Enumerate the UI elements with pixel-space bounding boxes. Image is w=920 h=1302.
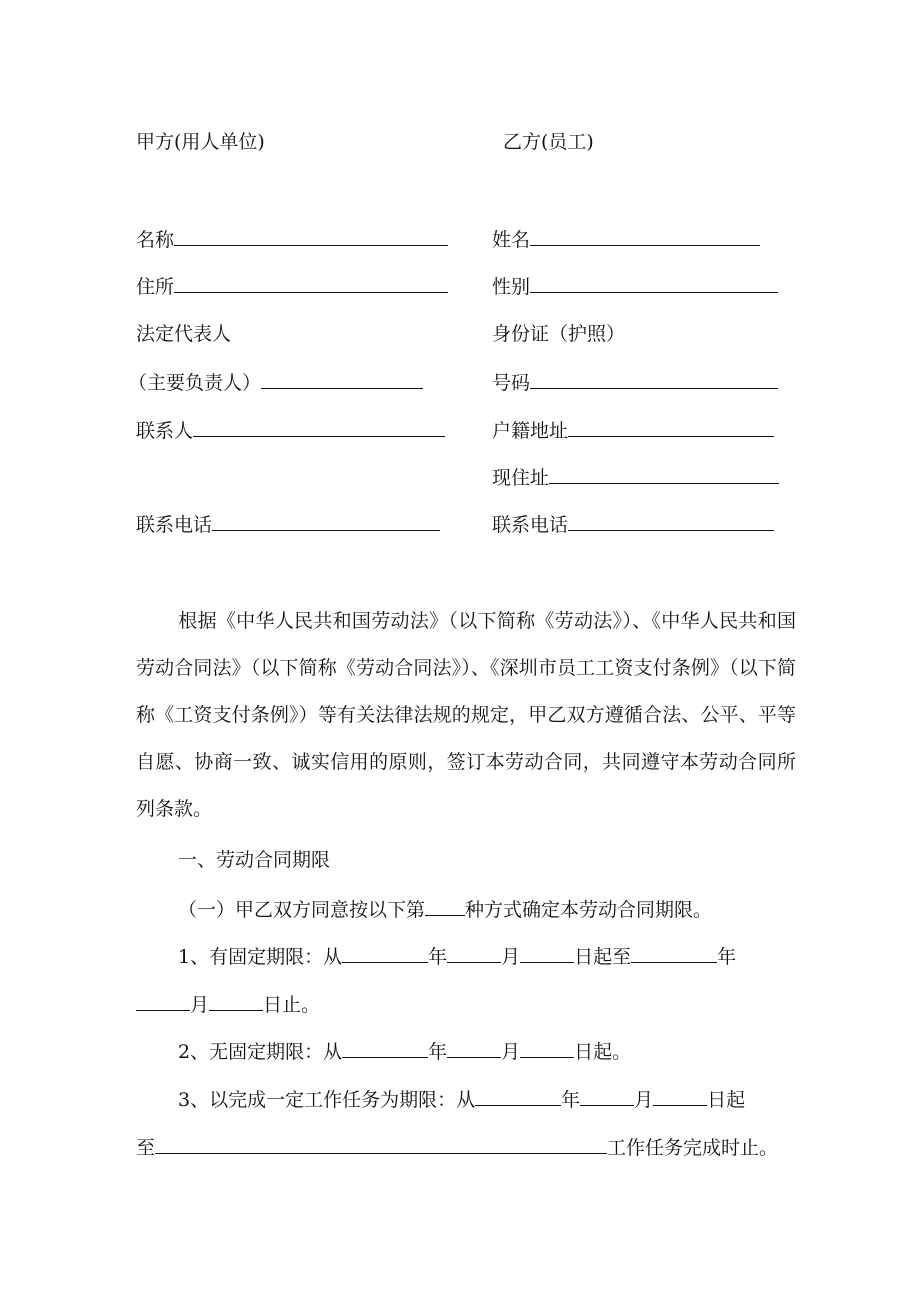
option-1-prefix: 1、有固定期限：从	[178, 946, 343, 968]
party-b-current-address-blank	[549, 463, 779, 484]
party-b-phone-blank	[568, 510, 774, 531]
party-b-gender-label: 性别	[492, 276, 531, 298]
party-b-household-blank	[568, 416, 774, 437]
option-3-year-blank	[475, 1085, 561, 1106]
option-1-year: 年	[428, 946, 448, 968]
party-a-phone-label: 联系电话	[136, 514, 213, 536]
clause-1-post: 种方式确定本劳动合同期限。	[465, 899, 713, 921]
party-b-household-field	[492, 416, 774, 445]
party-a-address-label: 住所	[136, 276, 175, 298]
party-a-contact-field	[136, 416, 445, 445]
party-a-phone-blank	[212, 510, 440, 531]
option-1-line-1	[178, 942, 736, 971]
option-2-day-start: 日起。	[574, 1041, 632, 1063]
party-a-principal-blank	[261, 368, 423, 389]
party-b-phone-field	[492, 510, 774, 539]
option-2-year-blank	[342, 1037, 428, 1058]
party-a-address-field	[136, 272, 448, 301]
option-3-prefix: 3、以完成一定工作任务为期限：从	[178, 1089, 476, 1111]
section-1-title: 一、劳动合同期限	[178, 849, 331, 871]
option-3-line-1	[178, 1085, 745, 1114]
party-a-address-blank	[174, 272, 448, 293]
intro-text: 根据《中华人民共和国劳动法》（以下简称《劳动法》）、《中华人民共和国劳动合同法》（以下简称《劳动合同法》）、《深圳市员工工资支付条例》（以下简称《工资支付条例》）等有关法律法规的规定，甲乙双方遵循合法、公平、平等自愿、协商一致、诚实信用的原则，签订本劳动合同，共同遵守本劳动合同所列条款。	[136, 610, 796, 820]
party-b-id-number-blank	[530, 368, 778, 389]
option-3-year: 年	[561, 1089, 581, 1111]
option-2-year: 年	[428, 1041, 448, 1063]
option-1-end-year-blank	[631, 942, 717, 963]
party-b-gender-blank	[530, 272, 778, 293]
party-a-name-label: 名称	[136, 229, 175, 251]
option-2	[178, 1037, 631, 1066]
option-1-end-month-blank	[136, 990, 190, 1011]
option-2-month: 月	[501, 1041, 521, 1063]
option-1-day-to: 日起至	[574, 946, 632, 968]
option-1-day-blank	[520, 942, 574, 963]
party-a-principal-label: （主要负责人）	[128, 372, 262, 394]
party-a-legal-rep-label: 法定代表人	[136, 323, 232, 345]
party-a-principal-field	[128, 368, 423, 397]
party-b-current-address-label: 现住址	[492, 467, 550, 489]
option-3-task-end: 工作任务完成时止。	[607, 1137, 779, 1159]
option-1-year-blank	[342, 942, 428, 963]
party-b-heading: 乙方(员工)	[503, 131, 594, 153]
party-a-contact-label: 联系人	[136, 420, 194, 442]
option-1-end-month: 月	[190, 994, 210, 1016]
party-b-phone-label: 联系电话	[492, 514, 569, 536]
option-2-day-blank	[520, 1037, 574, 1058]
party-b-name-field	[492, 225, 760, 254]
party-a-contact-blank	[193, 416, 445, 437]
option-3-month: 月	[634, 1089, 654, 1111]
option-3-month-blank	[580, 1085, 634, 1106]
party-b-name-blank	[530, 225, 760, 246]
clause-1	[178, 895, 712, 924]
option-1-end-day-blank	[209, 990, 263, 1011]
option-1-month: 月	[501, 946, 521, 968]
party-b-current-address-field	[492, 463, 779, 492]
intro-paragraph	[136, 598, 796, 833]
party-b-household-label: 户籍地址	[492, 420, 569, 442]
option-2-month-blank	[447, 1037, 501, 1058]
party-a-heading: 甲方(用人单位)	[136, 131, 265, 153]
option-3-line-2	[136, 1133, 778, 1162]
option-1-end-year: 年	[717, 946, 737, 968]
option-3-to: 至	[136, 1137, 156, 1159]
party-a-name-blank	[174, 225, 448, 246]
clause-1-blank	[425, 895, 465, 916]
option-1-month-blank	[447, 942, 501, 963]
party-a-name-field	[136, 225, 448, 254]
party-a-phone-field	[136, 510, 440, 539]
option-1-line-2	[136, 990, 320, 1019]
party-b-id-number-field	[492, 368, 778, 397]
option-3-day-blank	[653, 1085, 707, 1106]
option-3-day-start: 日起	[707, 1089, 746, 1111]
clause-1-pre: （一）甲乙双方同意按以下第	[178, 899, 426, 921]
party-b-id-card-label: 身份证（护照）	[492, 323, 626, 345]
option-1-end-day: 日止。	[263, 994, 321, 1016]
option-2-prefix: 2、无固定期限：从	[178, 1041, 343, 1063]
party-b-id-number-label: 号码	[492, 372, 531, 394]
option-3-task-blank	[155, 1133, 607, 1154]
party-b-name-label: 姓名	[492, 229, 531, 251]
party-b-gender-field	[492, 272, 778, 301]
